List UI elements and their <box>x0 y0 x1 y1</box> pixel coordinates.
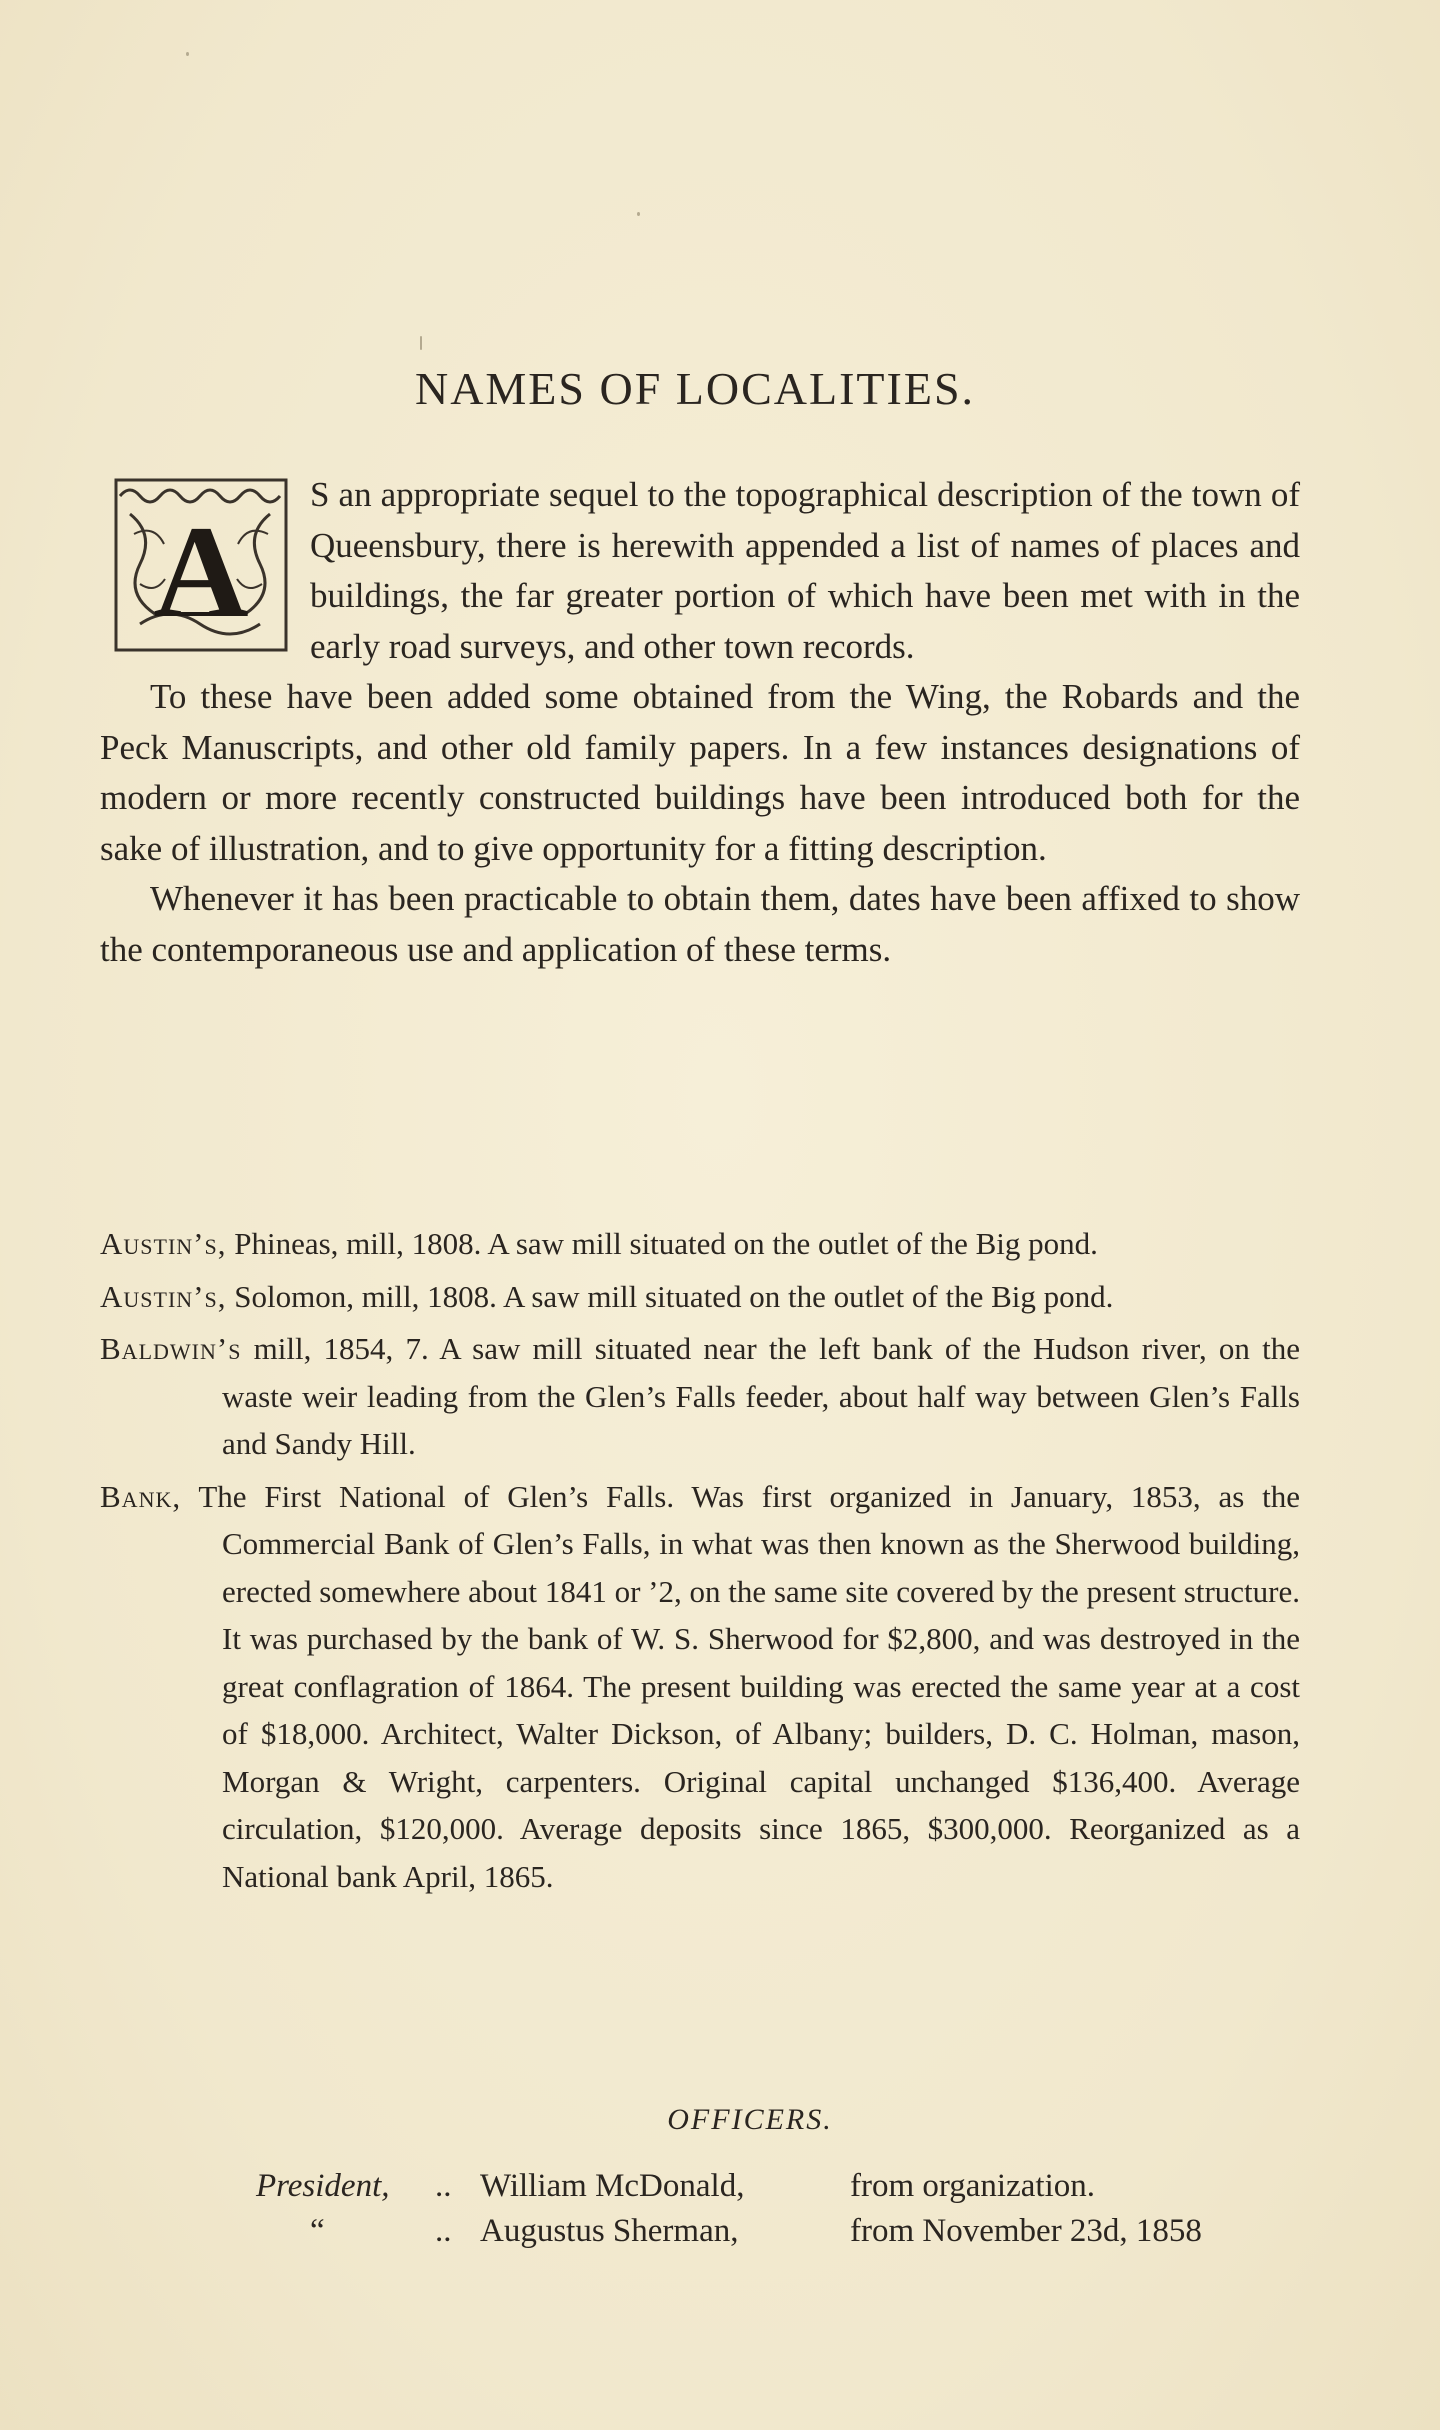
decorated-initial-icon <box>110 474 292 656</box>
entry-austin-solomon: Austin’s, Solomon, mill, 1808. A saw mill situated on the outlet of the Big pond. <box>100 1278 1114 1314</box>
svg-text:A: A <box>153 498 249 645</box>
officer-term: from November 23d, 1858 <box>850 2213 1202 2249</box>
officers-heading: OFFICERS. <box>667 2103 833 2136</box>
intro-paragraph-2: To these have been added some obtained from the Wing, the Robards and the Peck Manuscripts, and other old family papers. In a few instances designations of modern or more recently constructed buildings have been introduced both for the sake of illustration, and to give opportunity for a fitting description. <box>100 677 1300 868</box>
entry-bank: Bank, The First National of Glen’s Falls. Was first organized in January, 1853, as the Commercial Bank of Glen’s Falls, in what was then known as the Sherwood building, erected somewhere about 1841 or ’2, on the same site covered by the present structure. It was purchased by the bank of W. S. Sherwood for $2,800, and was destroyed in the great conflagration of 1864. The present building was erected the same year at a cost of $18,000. Architect, Walter Dickson, of Albany; builders, D. C. Holman, mason, Morgan & Wright, carpenters. Original capital unchanged $136,400. Average circulation, $120,000. Average deposits since 1865, $300,000. Reorganized as a National bank April, 1865. <box>100 1478 1300 1894</box>
entry-baldwins-mill: Baldwin’s mill, 1854, 7. A saw mill situated near the left bank of the Hudson river, on the waste weir leading from the Glen’s Falls feeder, about half way between Glen’s Falls and Sandy Hill. <box>100 1331 1300 1461</box>
decorated-initial-a <box>110 474 292 656</box>
intro-paragraph-3: Whenever it has been practicable to obtain them, dates have been affixed to show the contemporaneous use and application of these terms. <box>100 879 1300 969</box>
introduction <box>100 470 1300 975</box>
officer-name: Augustus Sherman, <box>480 2213 739 2249</box>
speck <box>186 52 189 56</box>
officer-role: President, <box>256 2168 390 2204</box>
officer-name: William McDonald, <box>480 2168 745 2204</box>
officer-role-ditto: “ <box>310 2213 325 2249</box>
entry-austin-phineas: Austin’s, Phineas, mill, 1808. A saw mill situated on the outlet of the Big pond. <box>100 1226 1098 1261</box>
page-title: NAMES OF LOCALITIES. <box>414 363 976 414</box>
officer-leader: .. <box>435 2168 452 2204</box>
speck <box>420 336 422 350</box>
officer-term: from organization. <box>850 2168 1095 2204</box>
officer-leader: .. <box>435 2213 452 2249</box>
intro-paragraph-1: A S an appropriate sequel to the topographical description of the town of Queensbury, there is herewith appended a list of names of places and buildings, the far greater portion of which have been met with in the early road surveys, and other town records. <box>100 470 1300 672</box>
localities-list <box>100 1220 1300 1900</box>
speck <box>637 212 640 216</box>
